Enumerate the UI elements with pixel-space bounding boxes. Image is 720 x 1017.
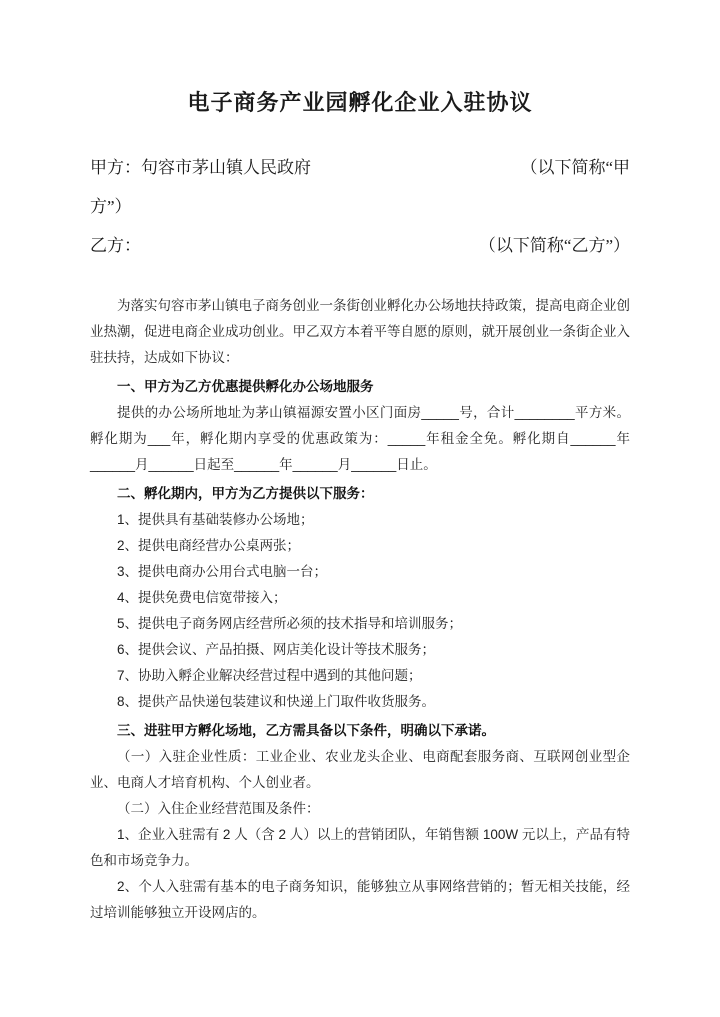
parties-block <box>90 148 630 265</box>
document-body <box>90 293 630 926</box>
section-one-heading: 一、甲方为乙方优惠提供孵化办公场地服务 <box>117 379 374 394</box>
service-item-5: 5、提供电子商务网店经营所必须的技术指导和培训服务； <box>117 616 463 631</box>
party-b-name: 乙方： <box>90 236 141 255</box>
service-item-2: 2、提供电商经营办公桌两张； <box>117 538 301 553</box>
service-item-8: 8、提供产品快递包装建议和快递上门取件收货服务。 <box>117 694 436 709</box>
service-item-4: 4、提供免费电信宽带接入； <box>117 590 287 605</box>
party-b-row <box>90 226 630 265</box>
service-item-7: 7、协助入孵企业解决经营过程中遇到的其他问题； <box>117 668 422 683</box>
party-b-alias: （以下简称“乙方”） <box>478 236 630 255</box>
section-three-heading: 三、进驻甲方孵化场地，乙方需具备以下条件，明确以下承诺。 <box>117 723 495 738</box>
clause-para-3: 1、企业入驻需有 2 人（含 2 人）以上的营销团队，年销售额 100W 元以上，产品有特色和市场竞争力。 <box>90 827 630 868</box>
party-a-row <box>90 148 630 187</box>
clause-para-4: 2、个人入驻需有基本的电子商务知识，能够独立从事网络营销的；暂无相关技能，经过培训能够独立开设网店的。 <box>90 879 630 920</box>
service-item-1: 1、提供具有基础装修办公场地； <box>117 512 314 527</box>
intro-paragraph: 为落实句容市茅山镇电子商务创业一条街创业孵化办公场地扶持政策，提高电商企业创业热潮，促进电商企业成功创业。甲乙双方本着平等自愿的原则，就开展创业一条街企业入驻扶持，达成如下协议： <box>90 298 630 365</box>
document-title: 电子商务产业园孵化企业入驻协议 <box>187 90 533 115</box>
section-two-heading: 二、孵化期内，甲方为乙方提供以下服务： <box>117 486 374 501</box>
party-a-alias-wrap: 方”） <box>90 197 132 216</box>
clause-para-1: （一）入驻企业性质：工业企业、农业龙头企业、电商配套服务商、互联网创业型企业、电商人才培育机构、个人创业者。 <box>90 749 630 790</box>
clause-para-2: （二）入住企业经营范围及条件： <box>117 801 320 816</box>
service-item-3: 3、提供电商办公用台式电脑一台； <box>117 564 328 579</box>
party-a-alias: （以下简称“甲 <box>520 158 630 177</box>
section-one-body: 提供的办公场所地址为茅山镇福源安置小区门面房_____号，合计________平方米。孵化期为___年，孵化期内享受的优惠政策为：_____年租金全免。孵化期自______年______月______日起至______年______月______日止。 <box>90 405 630 472</box>
service-item-6: 6、提供会议、产品拍摄、网店美化设计等技术服务； <box>117 642 436 657</box>
party-a-name: 甲方：句容市茅山镇人民政府 <box>90 158 311 177</box>
